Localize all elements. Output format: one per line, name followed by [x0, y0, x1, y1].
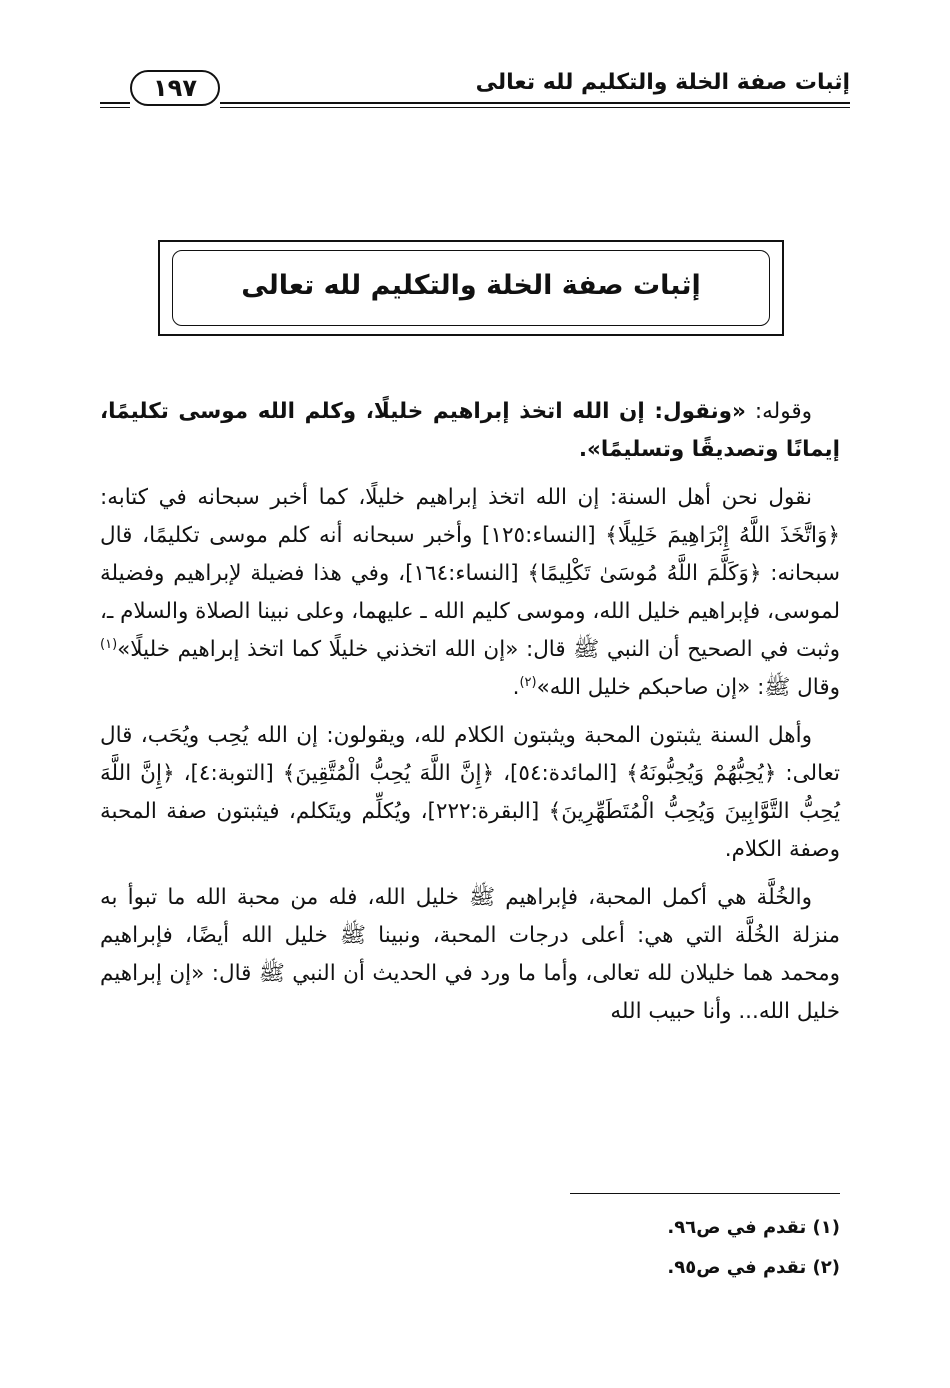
footnotes — [560, 1208, 840, 1288]
footnote-2: (٢) تقدم في ص٩٥. — [667, 1257, 840, 1278]
footnote-ref-2[interactable]: (٢) — [519, 674, 537, 690]
section-title: إثبات صفة الخلة والتكليم لله تعالى — [241, 270, 701, 301]
footnote-ref-1[interactable]: (١) — [100, 636, 118, 652]
paragraph-4 — [100, 879, 840, 1031]
header-rule — [220, 102, 850, 104]
paragraph-text: والخُلَّة هي أكمل المحبة، فإبراهيم ﷺ خليل الله، فله من محبة الله ما تبوأ به منزلة الخُلَّة التي هي: أعلى درجات المحبة، ونبينا ﷺ خليل الله أيضًا، فإبراهيم ومحمد هما خليلان لله تعالى، وأما ما ورد في الحديث أن النبي ﷺ قال: «إن إبراهيم خليل الله... وأنا حبيب الله — [100, 885, 840, 1024]
paragraph-text-cont: وقال ﷺ: «إن صاحبكم خليل الله» — [536, 675, 840, 700]
page-number: ١٩٧ — [130, 70, 220, 106]
running-header — [100, 62, 850, 112]
paragraph-lead: وقوله: — [745, 399, 812, 424]
header-rule-left-thin — [100, 107, 130, 108]
footnote-1: (١) تقدم في ص٩٦. — [667, 1217, 840, 1238]
paragraph-text: وأهل السنة يثبتون المحبة ويثبتون الكلام لله، ويقولون: إن الله يُحِب ويُحَب، قال تعالى: ﴿يُحِبُّهُمْ وَيُحِبُّونَهُ﴾ [المائدة:٥٤]، ﴿إِنَّ اللَّهَ يُحِبُّ الْمُتَّقِينَ﴾ [التوبة:٤]، ﴿إِنَّ اللَّهَ يُحِبُّ التَّوَّابِينَ وَيُحِبُّ الْمُتَطَهِّرِينَ﴾ [البقرة:٢٢٢]، ويُكلِّم ويتَكلم، فيثبتون صفة المحبة وصفة الكلام. — [100, 723, 841, 862]
paragraph-text: نقول نحن أهل السنة: إن الله اتخذ إبراهيم خليلًا، كما أخبر سبحانه في كتابه: ﴿وَاتَّخَذَ اللَّهُ إِبْرَاهِيمَ خَلِيلًا﴾ [النساء:١٢٥] وأخبر سبحانه أنه كلم موسى تكليمًا، قال سبحانه: ﴿وَكَلَّمَ اللَّهُ مُوسَىٰ تَكْلِيمًا﴾ [النساء:١٦٤]، وفي هذا فضيلة لإبراهيم وفضيلة لموسى، فإبراهيم خليل الله، وموسى كليم الله ـ عليهما، وعلى نبينا الصلاة والسلام ـ، وثبت في الصحيح أن النبي ﷺ قال: «إن الله اتخذني خليلًا كما اتخذ إبراهيم خليلًا» — [100, 485, 840, 662]
running-title: إثبات صفة الخلة والتكليم لله تعالى — [475, 70, 850, 95]
header-rule-thin — [220, 107, 850, 108]
paragraph-1 — [100, 393, 840, 469]
section-title-frame — [158, 240, 784, 336]
body-text — [100, 393, 840, 1031]
quoted-creed-text: «ونقول: إن الله اتخذ إبراهيم خليلًا، وكلم الله موسى تكليمًا، إيمانًا وتصديقًا وتسليمًا». — [100, 399, 840, 462]
paragraph-2 — [100, 479, 840, 707]
paragraph-text-end: . — [512, 675, 520, 700]
footnote-separator — [570, 1193, 840, 1194]
paragraph-3 — [100, 717, 840, 869]
header-rule-left — [100, 102, 130, 104]
